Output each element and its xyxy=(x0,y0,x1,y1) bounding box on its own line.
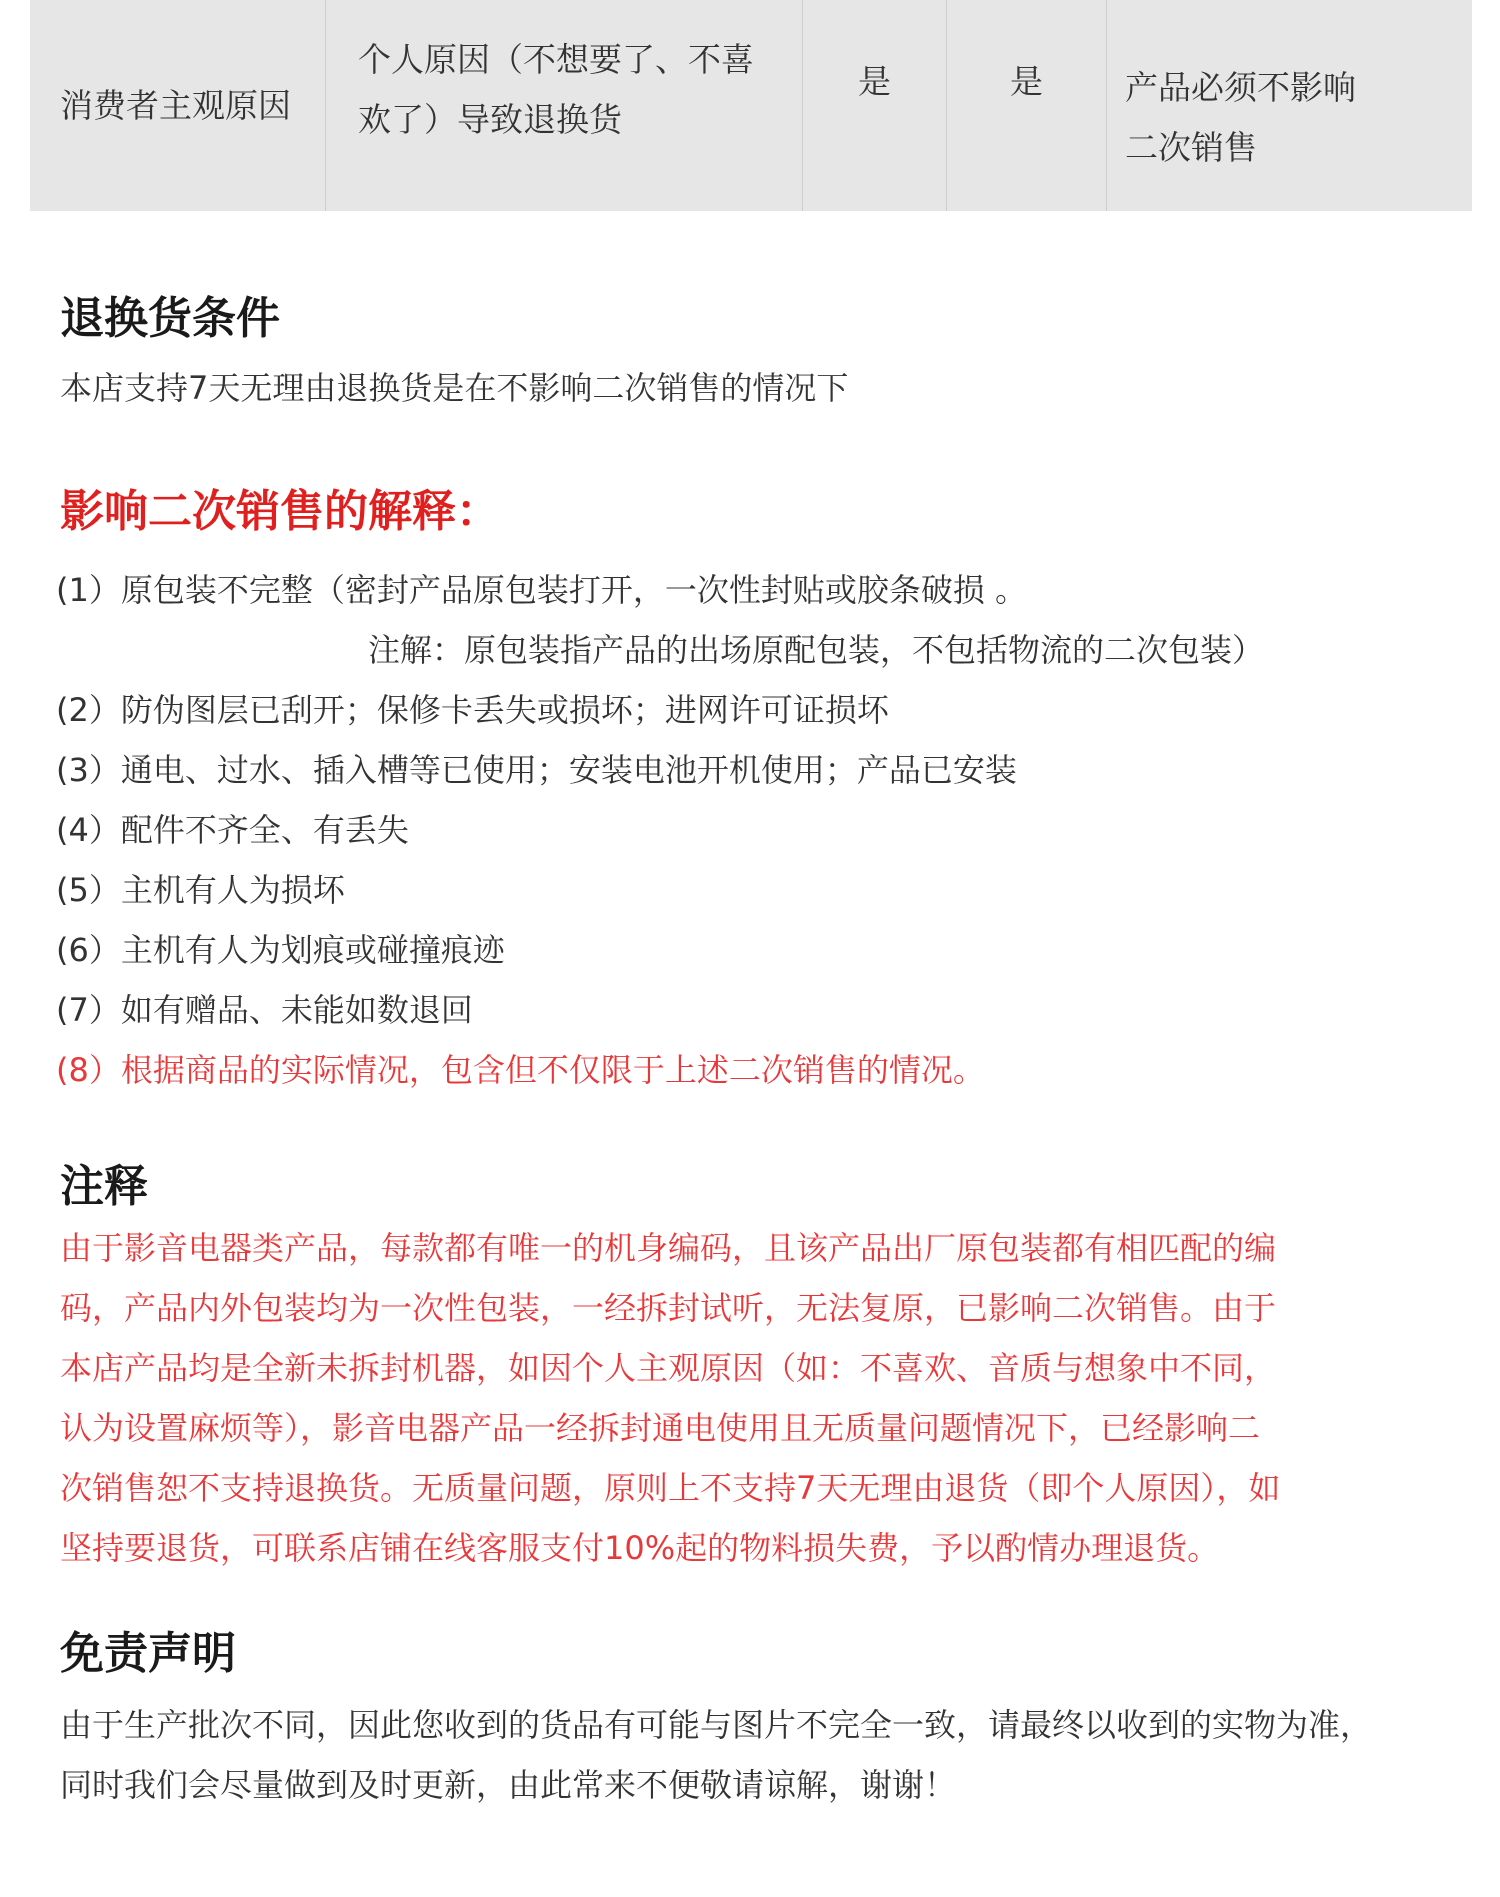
notes-line: 次销售恕不支持退换货。无质量问题，原则上不支持7天无理由退货（即个人原因），如 xyxy=(60,1469,1281,1507)
disclaimer-title: 免责声明 xyxy=(60,1628,236,1679)
condition-cell xyxy=(1107,0,1472,211)
list-item: (5）主机有人为损坏 xyxy=(56,871,345,909)
list-item: (6）主机有人为划痕或碰撞痕迹 xyxy=(56,931,505,969)
notes-paragraph xyxy=(60,1218,1440,1578)
notes-title: 注释 xyxy=(60,1161,148,1212)
return-allowed: 是 xyxy=(858,62,891,101)
disclaimer-line: 同时我们会尽量做到及时更新，由此常来不便敬请谅解，谢谢！ xyxy=(60,1766,957,1804)
list-item: (1）原包装不完整（密封产品原包装打开，一次性封贴或胶条破损 。 xyxy=(56,571,1028,609)
exchange-allowed: 是 xyxy=(1010,62,1043,101)
list-item: (7）如有赠品、未能如数退回 xyxy=(56,991,473,1029)
condition-line: 产品必须不影响 xyxy=(1125,68,1356,107)
list-item-highlight: (8）根据商品的实际情况，包含但不仅限于上述二次销售的情况。 xyxy=(56,1051,985,1089)
condition-line: 二次销售 xyxy=(1125,128,1257,167)
exchange-allowed-cell xyxy=(947,0,1107,211)
reason-type: 消费者主观原因 xyxy=(60,85,291,125)
list-item: (3）通电、过水、插入槽等已使用；安装电池开机使用；产品已安装 xyxy=(56,751,1017,789)
notes-line: 坚持要退货，可联系店铺在线客服支付10%起的物料损失费，予以酌情办理退货。 xyxy=(60,1529,1220,1567)
list-item: (4）配件不齐全、有丢失 xyxy=(56,811,409,849)
notes-line: 本店产品均是全新未拆封机器，如因个人主观原因（如：不喜欢、音质与想象中不同， xyxy=(60,1349,1277,1387)
explanation-list xyxy=(56,560,1264,1100)
list-item-note: 注解：原包装指产品的出场原配包装，不包括物流的二次包装） xyxy=(368,631,1265,669)
return-conditions-text: 本店支持7天无理由退换货是在不影响二次销售的情况下 xyxy=(60,369,849,407)
return-conditions-title: 退换货条件 xyxy=(60,293,280,344)
reason-detail-line: 欢了）导致退换货 xyxy=(358,100,622,139)
list-item: (2）防伪图层已刮开；保修卡丢失或损坏；进网许可证损坏 xyxy=(56,691,889,729)
reason-type-cell xyxy=(30,0,326,211)
notes-line: 由于影音电器类产品，每款都有唯一的机身编码，且该产品出厂原包装都有相匹配的编 xyxy=(60,1229,1277,1267)
notes-line: 认为设置麻烦等），影音电器产品一经拆封通电使用且无质量问题情况下，已经影响二 xyxy=(60,1409,1261,1447)
notes-line: 码，产品内外包装均为一次性包装，一经拆封试听，无法复原，已影响二次销售。由于 xyxy=(60,1289,1277,1327)
disclaimer-paragraph xyxy=(60,1695,1440,1815)
reason-detail-line: 个人原因（不想要了、不喜 xyxy=(358,40,754,79)
return-allowed-cell xyxy=(803,0,947,211)
disclaimer-line: 由于生产批次不同，因此您收到的货品有可能与图片不完全一致，请最终以收到的实物为准， xyxy=(60,1706,1373,1744)
explanation-title: 影响二次销售的解释： xyxy=(60,486,500,537)
return-policy-table-row xyxy=(30,0,1472,211)
reason-detail-cell xyxy=(326,0,803,211)
